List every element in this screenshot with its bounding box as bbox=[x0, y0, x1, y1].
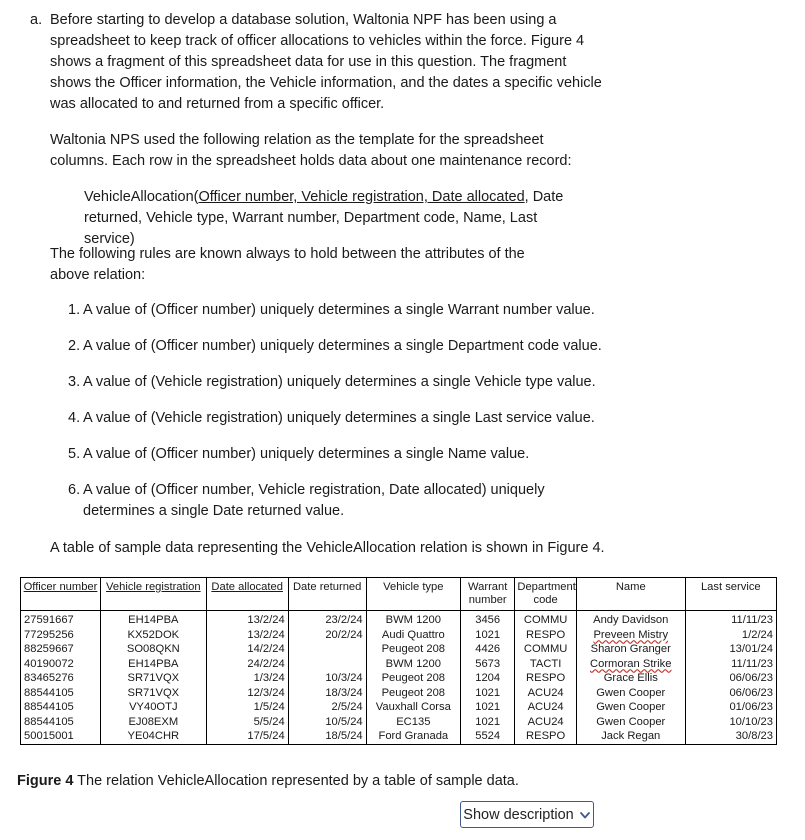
table-cell: Vauxhall Corsa bbox=[366, 700, 460, 715]
table-row bbox=[21, 700, 777, 715]
table-cell: SO08QKN bbox=[101, 642, 207, 657]
table-cell: TACTI bbox=[515, 657, 577, 672]
table-cell: Andy Davidson bbox=[576, 611, 685, 628]
table-cell: 5673 bbox=[461, 657, 515, 672]
table-cell: EC135 bbox=[366, 715, 460, 730]
table-cell: COMMU bbox=[515, 611, 577, 628]
table-cell: EH14PBA bbox=[101, 611, 207, 628]
table-cell: BWM 1200 bbox=[366, 657, 460, 672]
table-cell: SR71VQX bbox=[101, 671, 207, 686]
table-row bbox=[21, 715, 777, 730]
table-cell: 17/5/24 bbox=[206, 729, 288, 744]
table-row bbox=[21, 729, 777, 744]
table-cell: 23/2/24 bbox=[288, 611, 366, 628]
table-cell: RESPO bbox=[515, 671, 577, 686]
figure-caption bbox=[17, 772, 519, 790]
table-cell: 1/2/24 bbox=[685, 628, 776, 643]
table-cell: 1021 bbox=[461, 628, 515, 643]
table-row bbox=[21, 686, 777, 701]
table-cell bbox=[288, 657, 366, 672]
rule-item: 5. A value of (Officer number) uniquely determines a single Name value. bbox=[68, 446, 530, 462]
figure-label: Figure 4 bbox=[17, 773, 74, 789]
chevron-down-icon bbox=[579, 809, 591, 821]
table-cell: 83465276 bbox=[21, 671, 101, 686]
header-warrant-number: Warrant number bbox=[461, 578, 515, 611]
table-row bbox=[21, 671, 777, 686]
table-cell: 06/06/23 bbox=[685, 686, 776, 701]
table-cell: Ford Granada bbox=[366, 729, 460, 744]
table-cell: 11/11/23 bbox=[685, 611, 776, 628]
table-cell: 10/10/23 bbox=[685, 715, 776, 730]
table-cell: 1021 bbox=[461, 715, 515, 730]
rule-item: 2. A value of (Officer number) uniquely determines a single Department code value. bbox=[68, 338, 602, 354]
relation-name: VehicleAllocation( bbox=[84, 189, 199, 205]
table-cell: EJ08EXM bbox=[101, 715, 207, 730]
table-cell: 3456 bbox=[461, 611, 515, 628]
table-cell: 88544105 bbox=[21, 700, 101, 715]
table-cell: RESPO bbox=[515, 628, 577, 643]
table-cell: 1021 bbox=[461, 686, 515, 701]
table-cell: 50015001 bbox=[21, 729, 101, 744]
table-cell: Peugeot 208 bbox=[366, 686, 460, 701]
table-cell: 88544105 bbox=[21, 715, 101, 730]
table-cell: 13/2/24 bbox=[206, 611, 288, 628]
template-intro-paragraph: Waltonia NPS used the following relation as the template for the spreadsheet columns. Each row in the spreadsheet holds data about one maintenance record: bbox=[50, 132, 572, 169]
table-cell: Gwen Cooper bbox=[576, 686, 685, 701]
table-cell: 18/3/24 bbox=[288, 686, 366, 701]
figure-caption-text: The relation VehicleAllocation represented by a table of sample data. bbox=[73, 773, 519, 789]
table-cell: 77295256 bbox=[21, 628, 101, 643]
table-cell: VY40OTJ bbox=[101, 700, 207, 715]
show-description-label: Show description bbox=[463, 806, 574, 823]
intro-paragraph: Before starting to develop a database solution, Waltonia NPF has been using a spreadsheet to keep track of officer allocations to vehicles within the force. Figure 4 shows a fragment of this spreadsheet data for use in this question. The fragment shows the Officer information, the Vehicle information, and the dates a specific vehicle was allocated to and returned from a specific officer. bbox=[50, 12, 602, 112]
table-cell: 1/5/24 bbox=[206, 700, 288, 715]
header-vehicle-registration: Vehicle registration bbox=[101, 578, 207, 611]
header-department-code: Department code bbox=[515, 578, 577, 611]
table-cell: 10/3/24 bbox=[288, 671, 366, 686]
table-cell: 88259667 bbox=[21, 642, 101, 657]
table-cell: 1021 bbox=[461, 700, 515, 715]
table-cell: 01/06/23 bbox=[685, 700, 776, 715]
figure-4-table bbox=[20, 577, 777, 745]
table-cell: YE04CHR bbox=[101, 729, 207, 744]
table-cell: 5524 bbox=[461, 729, 515, 744]
table-cell: 1/3/24 bbox=[206, 671, 288, 686]
table-cell: Audi Quattro bbox=[366, 628, 460, 643]
rule-item: 3. A value of (Vehicle registration) uniquely determines a single Vehicle type value. bbox=[68, 374, 596, 390]
rules-list bbox=[68, 300, 608, 537]
table-cell: EH14PBA bbox=[101, 657, 207, 672]
table-cell: RESPO bbox=[515, 729, 577, 744]
header-date-returned: Date returned bbox=[288, 578, 366, 611]
table-cell: Peugeot 208 bbox=[366, 642, 460, 657]
table-cell bbox=[576, 628, 685, 643]
table-cell: 13/2/24 bbox=[206, 628, 288, 643]
table-cell: ACU24 bbox=[515, 686, 577, 701]
table-cell: Jack Regan bbox=[576, 729, 685, 744]
table-cell: COMMU bbox=[515, 642, 577, 657]
question-marker: a. bbox=[30, 12, 43, 28]
header-name: Name bbox=[576, 578, 685, 611]
rule-item: 6. A value of (Officer number, Vehicle registration, Date allocated) uniquely determines a single Date returned value. bbox=[68, 482, 545, 519]
rules-intro-paragraph: The following rules are known always to hold between the attributes of the above relation: bbox=[50, 246, 525, 283]
table-cell: Gwen Cooper bbox=[576, 700, 685, 715]
table-cell: 27591667 bbox=[21, 611, 101, 628]
relation-attributes: , Date returned, Vehicle type, Warrant number, Department code, Name, Last service) bbox=[84, 189, 564, 247]
table-cell: Gwen Cooper bbox=[576, 715, 685, 730]
header-officer-number: Officer number bbox=[21, 578, 101, 611]
table-cell: 13/01/24 bbox=[685, 642, 776, 657]
table-cell: 88544105 bbox=[21, 686, 101, 701]
table-cell: 30/8/23 bbox=[685, 729, 776, 744]
table-cell bbox=[576, 657, 685, 672]
table-cell: 24/2/24 bbox=[206, 657, 288, 672]
spellcheck-name: Cormoran Strike bbox=[590, 657, 672, 670]
table-intro-paragraph: A table of sample data representing the VehicleAllocation relation is shown in Figure 4. bbox=[50, 540, 605, 556]
table-cell: Grace Ellis bbox=[576, 671, 685, 686]
table-cell: BWM 1200 bbox=[366, 611, 460, 628]
table-row bbox=[21, 628, 777, 643]
table-cell: 06/06/23 bbox=[685, 671, 776, 686]
table-cell: 2/5/24 bbox=[288, 700, 366, 715]
table-cell: ACU24 bbox=[515, 715, 577, 730]
table-cell: Peugeot 208 bbox=[366, 671, 460, 686]
table-cell: 11/11/23 bbox=[685, 657, 776, 672]
rule-item: 4. A value of (Vehicle registration) uniquely determines a single Last service value. bbox=[68, 410, 595, 426]
table-row bbox=[21, 657, 777, 672]
table-cell: 10/5/24 bbox=[288, 715, 366, 730]
table-cell: 18/5/24 bbox=[288, 729, 366, 744]
table-row bbox=[21, 611, 777, 628]
table-cell: 40190072 bbox=[21, 657, 101, 672]
relation-primary-key: Officer number, Vehicle registration, Date allocated bbox=[198, 189, 525, 205]
header-vehicle-type: Vehicle type bbox=[366, 578, 460, 611]
table-cell: KX52DOK bbox=[101, 628, 207, 643]
header-last-service: Last service bbox=[685, 578, 776, 611]
show-description-button[interactable] bbox=[460, 801, 594, 828]
table-cell: 1204 bbox=[461, 671, 515, 686]
table-cell: 14/2/24 bbox=[206, 642, 288, 657]
table-cell: 4426 bbox=[461, 642, 515, 657]
relation-definition bbox=[84, 187, 584, 250]
table-cell bbox=[288, 642, 366, 657]
table-row bbox=[21, 642, 777, 657]
rule-item: 1. A value of (Officer number) uniquely determines a single Warrant number value. bbox=[68, 302, 595, 318]
table-cell: SR71VQX bbox=[101, 686, 207, 701]
spellcheck-name: Preveen Mistry bbox=[593, 628, 669, 641]
table-header-row bbox=[21, 578, 777, 611]
header-date-allocated: Date allocated bbox=[206, 578, 288, 611]
table-cell: Sharon Granger bbox=[576, 642, 685, 657]
table-cell: 12/3/24 bbox=[206, 686, 288, 701]
table-cell: 5/5/24 bbox=[206, 715, 288, 730]
table-cell: 20/2/24 bbox=[288, 628, 366, 643]
table-cell: ACU24 bbox=[515, 700, 577, 715]
